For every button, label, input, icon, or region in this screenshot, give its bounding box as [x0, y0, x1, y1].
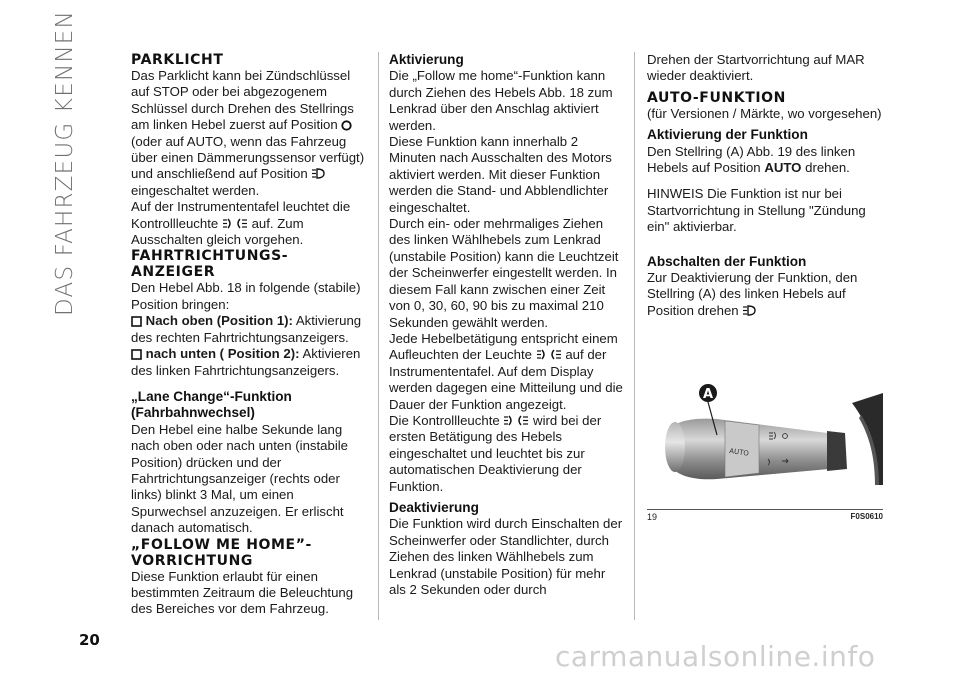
paragraph: Diese Funktion erlaubt für einen bestimmten Zeitraum die Beleuchtung des Bereiches vor dem Fahrzeug.: [131, 568, 354, 617]
column-divider: [378, 52, 379, 620]
subsection-heading-aktivierung-der-funktion: Aktivierung der Funktion: [647, 127, 808, 143]
circle-o-icon: [341, 120, 352, 131]
side-chapter-title: [52, 10, 110, 316]
paragraph: [647, 144, 883, 177]
auto-position-label: AUTO: [764, 160, 802, 176]
text-span: Auf der Instrumententafel leuchtet die Kontrollleuchte: [131, 199, 351, 231]
paragraph: Den Hebel Abb. 18 in folgende (stabile) Position bringen:: [131, 280, 361, 312]
figure-callout-a: A: [702, 387, 714, 402]
subsection-heading-lane-change: „Lane Change“-Funktion (Fahrbahnwechsel): [131, 388, 292, 421]
column-divider: [634, 52, 635, 620]
paragraph: (für Versionen / Märkte, wo vorgesehen): [647, 105, 882, 121]
column-2: [389, 52, 625, 598]
text-span: auf. Zum Ausschalten gleich vorgehen.: [131, 215, 304, 248]
paragraph: [131, 199, 367, 248]
section-heading-fahrtrichtung: FAHRTRICHTUNGS-ANZEIGER: [131, 248, 289, 281]
text-span: Jede Hebelbetätigung entspricht einem Aufleuchten der Leuchte: [389, 330, 618, 363]
column-3: [647, 52, 883, 319]
list-item: [131, 346, 367, 379]
text-span: eingeschaltet werden.: [131, 182, 260, 198]
paragraph: [389, 413, 625, 495]
arrow-box-icon: [131, 349, 142, 360]
side-chapter-title-text: DAS FAHRZEUG KENNEN: [52, 10, 78, 316]
list-item-label: nach unten ( Position 2):: [145, 346, 300, 362]
subsection-heading-abschalten: Abschalten der Funktion: [647, 253, 807, 269]
text-span: Zur Deaktivierung der Funktion, den Stellring (A) des linken Hebels auf Position drehen: [647, 270, 858, 318]
lever-auto-label: AUTO: [728, 447, 750, 458]
section-heading-follow-me-home: „FOLLOW ME HOME”-VORRICHTUNG: [131, 536, 312, 569]
paragraph: Den Hebel eine halbe Sekunde lang nach oben oder nach unten (instabile Position) drücken und der Fahrtrichtungsanzeiger (rechts oder links) blinkt 3 Mal, um einen Spurwechsel anzuzeigen. Er erlischt danach automatisch.: [131, 421, 349, 536]
subsection-heading-aktivierung: Aktivierung: [389, 52, 464, 67]
text-span: (oder auf AUTO, wenn das Fahrzeug über einen Dämmerungssensor verfügt) und anschließend auf Position: [131, 133, 365, 182]
text-span: Das Parklicht kann bei Zündschlüssel auf STOP oder bei abgezogenem Schlüssel durch Drehen des Stellrings am linken Hebel zuerst auf Position: [131, 68, 354, 133]
note-paragraph: HINWEIS Die Funktion ist nur bei Startvorrichtung in Stellung "Zündung ein" aktivierbar.: [647, 186, 866, 235]
position-light-icon: [311, 167, 327, 180]
paragraph: [647, 270, 883, 319]
list-item-text: Aktivieren des linken Fahrtrichtungsanzeigers.: [131, 346, 361, 378]
position-lights-telltale-icon: [536, 348, 562, 361]
section-heading-parklicht: PARKLICHT: [131, 52, 224, 68]
paragraph: Drehen der Startvorrichtung auf MAR wieder deaktiviert.: [647, 52, 865, 84]
page-number: 20: [79, 631, 100, 649]
watermark: carmanualsonline.info: [555, 640, 876, 673]
list-item-text: Aktivierung des rechten Fahrtrichtungsanzeigers.: [131, 313, 362, 345]
position-light-icon: [742, 304, 758, 317]
text-span: Die Kontrollleuchte: [389, 412, 500, 428]
figure-19: [647, 373, 883, 523]
position-lights-telltale-icon: [222, 217, 248, 230]
text-span: auf der Instrumententafel. Auf dem Display werden dagegen eine Mitteilung und die Dauer der Funktion angezeigt.: [389, 347, 623, 412]
list-item-label: Nach oben (Position 1):: [145, 313, 293, 329]
text-span: wird bei der ersten Betätigung des Hebels eingeschaltet und leuchtet bis zur automatischen Deaktivierung der Funktion.: [389, 412, 602, 494]
steering-lever-illustration: [647, 373, 883, 509]
figure-code: F0S0610: [850, 512, 883, 521]
figure-rule: [647, 509, 883, 510]
section-heading-auto-funktion: AUTO-FUNKTION: [647, 89, 786, 106]
subsection-heading-deaktivierung: Deaktivierung: [389, 499, 479, 515]
position-lights-telltale-icon: [503, 414, 529, 427]
paragraph: [389, 331, 625, 413]
list-item: [131, 313, 367, 346]
column-1: [131, 52, 367, 618]
paragraph: [131, 68, 367, 199]
text-span: drehen.: [805, 160, 850, 176]
text-span: Den Stellring (A) Abb. 19 des linken Hebels auf Position: [647, 143, 856, 176]
paragraph: Diese Funktion kann innerhalb 2 Minuten nach Ausschalten des Motors aktiviert werden. Mit dieser Funktion werden die Stand- und Abblendlichter eingeschaltet.: [389, 134, 612, 215]
arrow-box-icon: [131, 316, 142, 327]
figure-number: 19: [647, 512, 658, 522]
paragraph: Die Funktion wird durch Einschalten der Scheinwerfer oder Standlichter, durch Ziehen des linken Wählhebels zum Lenkrad (unstabile Position) für mehr als 2 Sekunden oder durch: [389, 516, 623, 597]
paragraph: Die „Follow me home“-Funktion kann durch Ziehen des Hebels Abb. 18 zum Lenkrad über den Anschlag aktiviert werden.: [389, 68, 613, 133]
paragraph: Durch ein- oder mehrmaliges Ziehen des linken Wählhebels zum Lenkrad (unstabile Position) kann die Leuchtzeit der Scheinwerfer eingestellt werden. In diesem Fall kann zwischen einer Zeit von 0, 30, 60, 90 bis zu maximal 210 Sekunden gewählt werden.: [389, 216, 619, 330]
